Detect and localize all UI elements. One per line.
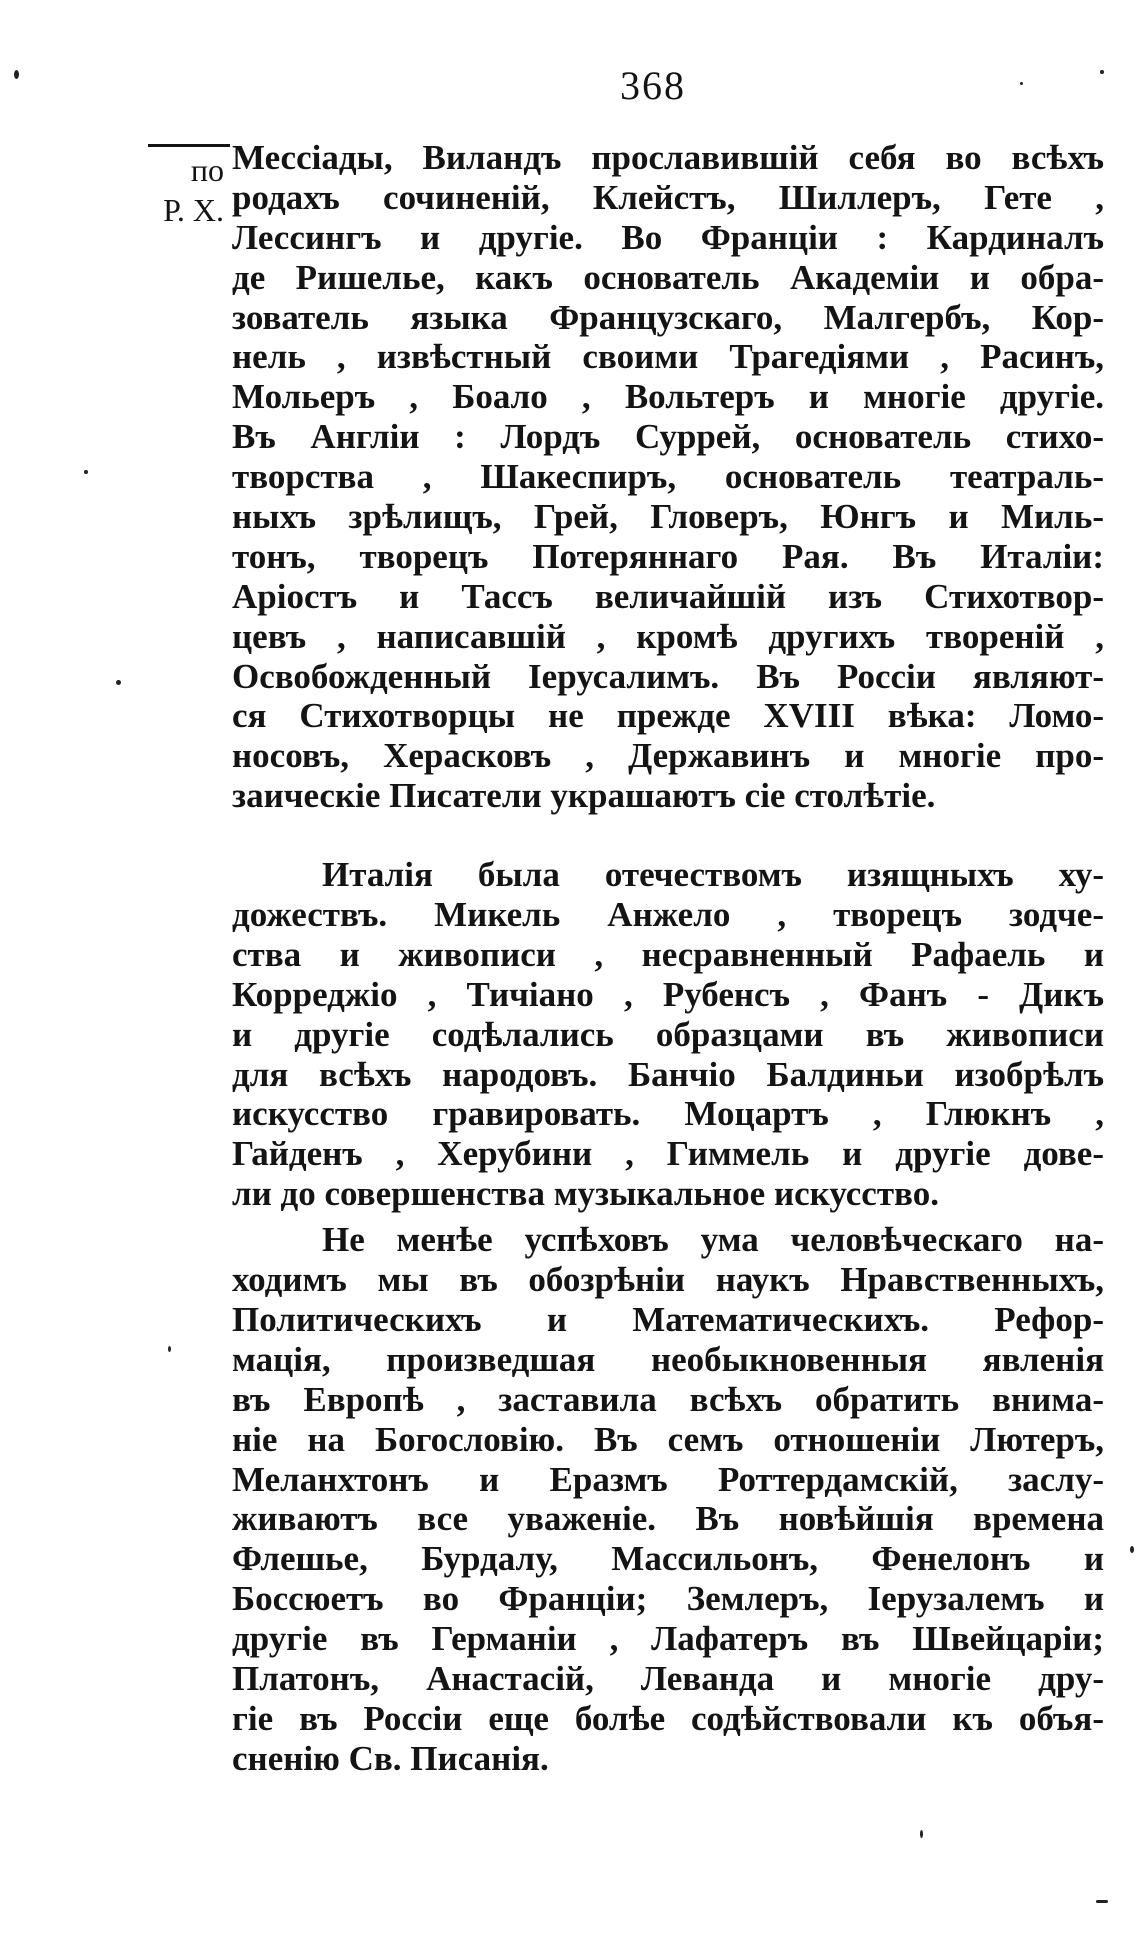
scan-speck [1100, 70, 1104, 74]
text-line: носовъ, Херасковъ , Державинъ и многіе про- [232, 736, 1104, 776]
margin-note-line-2: Р. Х. [163, 192, 224, 228]
scan-speck [116, 680, 121, 685]
text-line: Платонъ, Анастасій, Леванда и многіе дру- [232, 1658, 1104, 1698]
text-line: ніе на Богословію. Въ семъ отношеніи Лютеръ, [232, 1419, 1104, 1459]
scan-speck [1130, 1546, 1134, 1553]
scan-speck [14, 70, 19, 79]
text-line: въ Европѣ , заставила всѣхъ обратить внима- [232, 1379, 1104, 1419]
text-line: ныхъ зрѣлищъ, Грей, Гловеръ, Юнгъ и Миль- [232, 497, 1104, 537]
text-line: де Ришелье, какъ основатель Академіи и обра- [232, 257, 1104, 297]
text-line: Въ Англіи : Лордъ Суррей, основатель стихо- [232, 417, 1104, 457]
margin-rule [148, 144, 230, 147]
text-line: Лессингъ и другіе. Во Франціи : Кардиналъ [232, 217, 1104, 257]
text-line: живаютъ все уваженіе. Въ новѣйшія времена [232, 1499, 1104, 1539]
paragraph-1 [232, 138, 1104, 816]
text-line: Корреджіо , Тичіано , Рубенсъ , Фанъ - Дикъ [232, 974, 1104, 1014]
text-line: гіе въ Россіи еще болѣе содѣйствовали къ объя- [232, 1698, 1104, 1738]
text-line: дожествъ. Микель Анжело , творецъ зодче- [232, 895, 1104, 935]
scan-speck [168, 1346, 171, 1352]
scan-speck [1096, 1900, 1108, 1903]
text-line: Не менѣе успѣховъ ума человѣческаго на- [322, 1220, 1104, 1260]
margin-note [140, 140, 230, 230]
text-line: ли до совершенства музыкальное искусство. [232, 1174, 939, 1214]
scan-speck [920, 1830, 923, 1838]
text-line: Мольеръ , Боало , Вольтеръ и многіе другіе. [232, 377, 1104, 417]
page-number: 368 [620, 63, 686, 108]
text-line: и другіе содѣлались образцами въ живописи [232, 1014, 1104, 1054]
text-line: ся Стихотворцы не прежде XVIII вѣка: Ломо- [232, 696, 1104, 736]
text-line: ходимъ мы въ обозрѣніи наукъ Нравственныхъ, [232, 1260, 1104, 1300]
paragraph-3 [232, 1220, 1104, 1778]
text-line: мація, произведшая необыкновенныя явленія [232, 1339, 1104, 1379]
text-line: нель , извѣстный своими Трагедіями , Расинъ, [232, 337, 1104, 377]
text-line: искусство гравировать. Моцартъ , Глюкнъ , [232, 1094, 1104, 1134]
scan-speck [1020, 82, 1023, 85]
text-line: заическіе Писатели украшаютъ сіе столѣтіе. [232, 776, 936, 816]
margin-note-line-1: по [190, 152, 224, 188]
text-line: сненію Св. Писанія. [232, 1738, 549, 1778]
text-line: Италія была отечествомъ изящныхъ ху- [322, 855, 1104, 895]
body-text [232, 138, 1104, 1779]
text-line: Меланхтонъ и Еразмъ Роттердамскій, заслу- [232, 1459, 1104, 1499]
text-line: Освобожденный Іерусалимъ. Въ Россіи являют- [232, 656, 1104, 696]
text-line: Аріостъ и Тассъ величайшій изъ Стихотвор- [232, 576, 1104, 616]
text-line: другіе въ Германіи , Лафатеръ въ Швейцаріи; [232, 1619, 1104, 1659]
text-line: зователь языка Французскаго, Малгербъ, Кор- [232, 297, 1104, 337]
text-line: Политическихъ и Математическихъ. Рефор- [232, 1299, 1104, 1339]
text-line: Флешье, Бурдалу, Массильонъ, Фенелонъ и [232, 1539, 1104, 1579]
text-line: родахъ сочиненій, Клейстъ, Шиллеръ, Гете , [232, 177, 1104, 217]
paragraph-gap [232, 816, 1104, 855]
text-line: цевъ , написавшій , кромѣ другихъ твореній , [232, 616, 1104, 656]
text-line: ства и живописи , несравненный Рафаель и [232, 934, 1104, 974]
text-line: творства , Шакеспиръ, основатель театраль- [232, 457, 1104, 497]
text-line: Боссюетъ во Франціи; Землеръ, Іерузалемъ и [232, 1579, 1104, 1619]
paragraph-2 [232, 855, 1104, 1214]
text-line: для всѣхъ народовъ. Банчіо Балдиньи изобрѣлъ [232, 1054, 1104, 1094]
text-line: Гайденъ , Херубини , Гиммель и другіе дове- [232, 1134, 1104, 1174]
text-line: Мессіады, Виландъ прославившій себя во всѣхъ [232, 138, 1104, 177]
text-line: тонъ, творецъ Потеряннаго Рая. Въ Италіи: [232, 536, 1104, 576]
scan-speck [84, 470, 88, 474]
